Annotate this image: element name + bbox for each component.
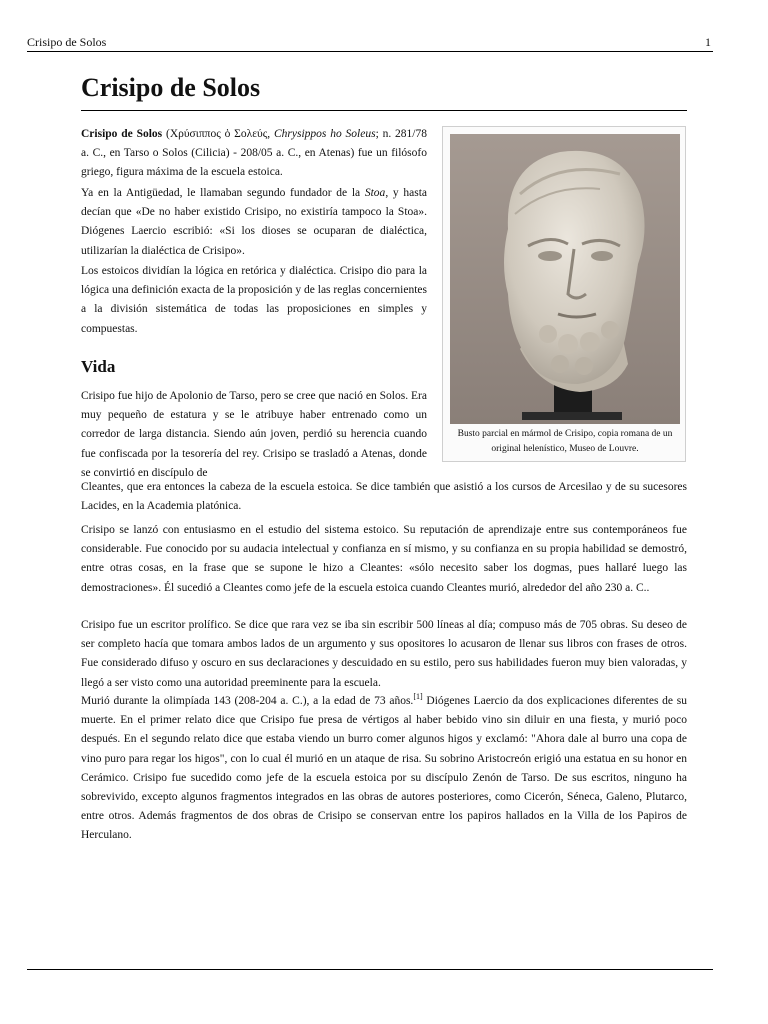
latin-name: Chrysippos ho Soleus — [273, 128, 376, 140]
vida-paragraph-4: Murió durante la olimpíada 143 (208-204 a. C.), a la edad de 73 años.[1] Diógenes Laercio da dos explicaciones diferentes de su muerte. En el primer relato dice que Crisipo fue presa de vértigos al haber bebido vino sin diluir en una fiesta, y murió poco después. En el segundo relato dice que estaba viendo un burro comer algunos higos y exclamó: "Ahora dale al burro una copa de vino puro para regar los higos", con lo cual él murió en un ataque de risa. Su sobrino Aristocreón erigió una estatua en su honor en Cerámico. Crisipo fue sucedido como jefe de la escuela estoica por su discípulo Zenón de Tarso. De sus escritos, ninguno ha sobrevivido, excepto algunos fragmentos integrados en las obras de autores posteriores, como Cicerón, Séneca, Galeno, Plutarco, entre otros. Además fragmentos de dos obras de Crisipo se conservan entre los papiros hallados en la Villa de los Papiros de Herculano. — [81, 692, 687, 842]
page-number: 1 — [705, 35, 711, 49]
vida-paragraph-2: Crisipo se lanzó con entusiasmo en el estudio del sistema estoico. Su reputación de aprendizaje entre sus contemporáneos fue considerable. Fue conocido por su audacia intelectual y confianza en sí mismo, y su confianza en su propia habilidad se demostró, entre otras cosas, en la frase que se supone le hizo a Cleantes: «sólo necesito saber los dogmas, pues hallaré luego las demostraciones». Él sucedió a Cleantes como jefe de la escuela estoica cuando Cleantes murió, alrededor del año 230 a. C.. — [81, 524, 687, 594]
subject-name: Crisipo de Solos — [81, 128, 163, 140]
lead-paragraph-1: Crisipo de Solos (Χρύσιππος ὁ Σολεύς, Chrysippos ho Soleus; n. 281/78 a. C., en Tarso o Solos (Cilicia) - 208/05 a. C., en Atenas) fue un filósofo griego, figura máxima de la escuela estoica. — [81, 128, 428, 179]
running-header — [27, 35, 713, 51]
header-divider — [27, 51, 713, 52]
image-caption: Busto parcial en mármol de Crisipo, copia romana de un original helenístico, Museo de Louvre. — [457, 429, 673, 454]
title-divider — [81, 110, 687, 111]
vida-paragraph-1-continued: Cleantes, que era entonces la cabeza de la escuela estoica. Se dice también que asistió a los cursos de Arcesilao y de su sucesores Lacides, en la Academia platónica. — [81, 481, 687, 513]
lead-paragraph-2: Ya en la Antigüedad, le llamaban segundo fundador de la Stoa, y hasta decían que «De no haber existido Crisipo, no existiría tampoco la Stoa». Diógenes Laercio escribió: «Si los dioses se ocuparan de dialéctica, utilizarían la dialéctica de Crisipo». — [81, 187, 427, 257]
vida-paragraph-3: Crisipo fue un escritor prolífico. Se dice que rara vez se iba sin escribir 500 líneas al día; compuso más de 705 obras. Su deseo de ser completo hacía que tomara ambos lados de un argumento y sus opositores lo acusaron de llenar sus libros con frases de otros. Fue considerado difuso y oscuro en sus declaraciones y descuidado en su estilo, pero sus habilidades fueron muy bien valoradas, y llegó a ser visto como una autoridad preeminente para la escuela. — [81, 619, 687, 689]
lead-paragraph-3: Los estoicos dividían la lógica en retórica y dialéctica. Crisipo dio para la lógica una definición exacta de la proposición y de las reglas concernientes a la división sistemática de todas las proposiciones en simples y compuestas. — [81, 265, 427, 335]
footer-divider — [27, 969, 713, 970]
stoa-term: Stoa — [364, 187, 386, 199]
vida-paragraph-1: Crisipo fue hijo de Apolonio de Tarso, pero se cree que nació en Solos. Era muy pequeño de estatura y se le atribuye haber entrenado como un corredor de larga distancia. Siendo aún joven, perdió su herencia cuando fue confiscada por la tesorería del rey. Crisipo se trasladó a Atenas, donde se convirtió en discípulo de — [81, 390, 427, 479]
bust-photo[interactable] — [450, 134, 680, 424]
article-title: Crisipo de Solos — [81, 73, 261, 102]
infobox — [442, 126, 686, 462]
section-heading-vida: Vida — [81, 357, 116, 376]
running-header-title: Crisipo de Solos — [27, 35, 107, 49]
reference-1[interactable]: [1] — [413, 692, 423, 702]
